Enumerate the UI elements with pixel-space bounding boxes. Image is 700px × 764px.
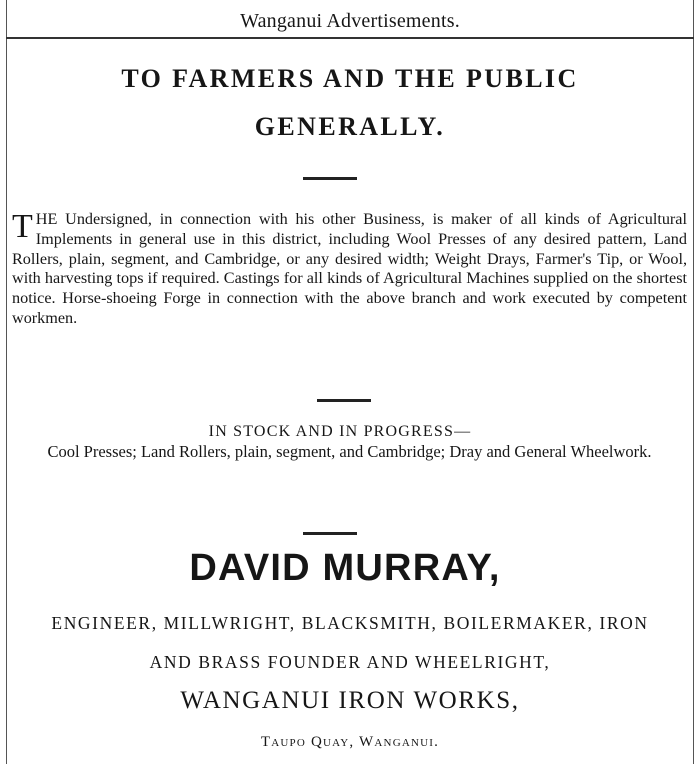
headline-line-1: TO FARMERS AND THE PUBLIC xyxy=(121,64,579,93)
trades-line-1: ENGINEER, MILLWRIGHT, BLACKSMITH, BOILERMAKER, IRON xyxy=(51,613,649,633)
section-header: Wanganui Advertisements. xyxy=(240,10,460,32)
advertisement-body xyxy=(12,210,687,329)
divider-rule-3 xyxy=(303,532,357,535)
trades-line-2: AND BRASS FOUNDER AND WHEELRIGHT, xyxy=(149,652,551,672)
stock-paragraph: Cool Presses; Land Rollers, plain, segment, and Cambridge; Dray and General Wheelwork. xyxy=(47,442,652,461)
works-name: WANGANUI IRON WORKS, xyxy=(180,687,520,714)
header-divider xyxy=(6,37,694,39)
divider-rule-2 xyxy=(317,399,371,402)
advertiser-name: DAVID MURRAY, xyxy=(189,547,501,589)
drop-cap: T xyxy=(12,208,33,245)
body-paragraph: HE Undersigned, in connection with his other Business, is maker of all kinds of Agricultural Implements in general use in this district, including Wool Presses of any desired pattern, Land Rollers, plain, segment, and Cambridge, or any desired width; Weight Drays, Farmer's Tip, or Wool, with harvesting tops if required. Castings for all kinds of Agricultural Machines supplied on the shortest notice. Horse-shoeing Forge in connection with the above branch and work executed by competent workmen. xyxy=(12,210,687,327)
divider-rule-1 xyxy=(303,177,357,180)
headline-line-2: GENERALLY. xyxy=(254,112,446,141)
stock-heading: IN STOCK AND IN PROGRESS— xyxy=(208,423,472,440)
works-address: Taupo Quay, Wanganui. xyxy=(260,734,440,750)
